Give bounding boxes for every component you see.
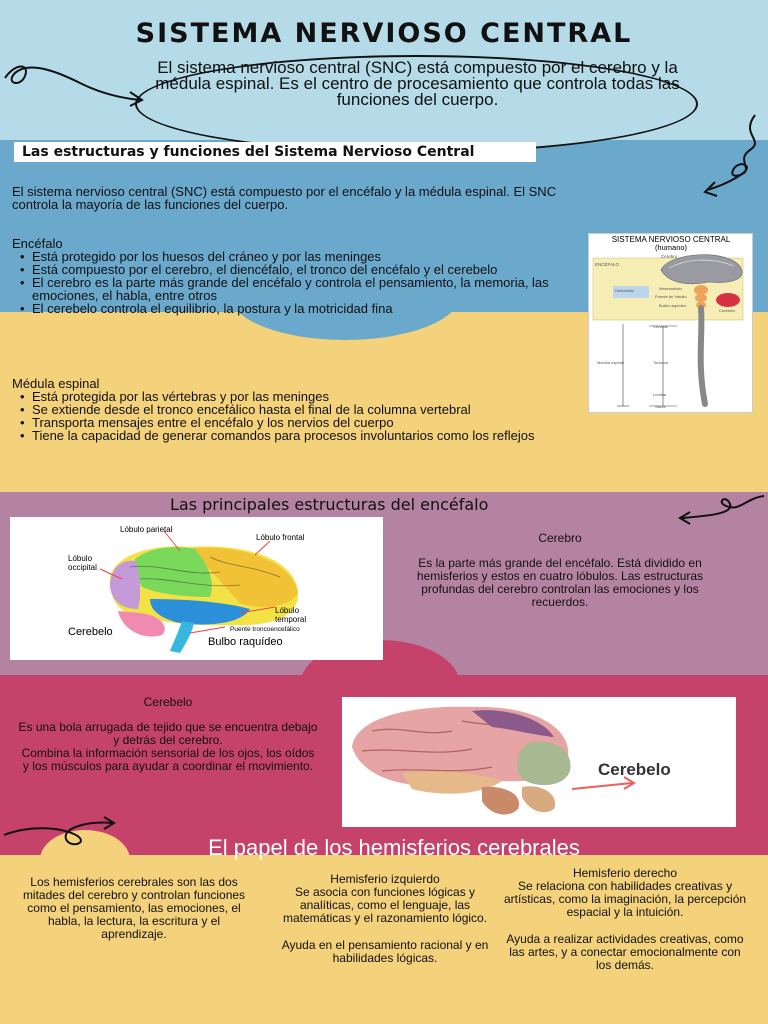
list-item: • El cerebro es la parte más grande del encéfalo y controla el pensamiento, la memoria, las emociones, el habla, entre otros [12, 276, 577, 302]
label-cerebelo-brain: Cerebelo [68, 626, 113, 638]
cerebro-text: Es la parte más grande del encéfalo. Está dividido en hemisferios y estos en cuatro lóbulos. Las estructuras profundas del cerebro controlan las emociones y los recuerdos. [416, 556, 704, 609]
snc-diagram-title: SISTEMA NERVIOSO CENTRAL [611, 235, 731, 244]
spiral-arrow-icon [695, 110, 767, 200]
right-hemisphere-label: Hemisferio derecho [572, 866, 678, 880]
encefalo-list [12, 250, 577, 315]
label-cerebelo: Cerebelo [719, 308, 736, 313]
page-title: SISTEMA NERVIOSO CENTRAL [135, 18, 633, 49]
label-medula: Médula espinal [597, 360, 624, 365]
encefalo-block [12, 237, 577, 315]
snc-diagram-subtitle: (humano) [654, 243, 688, 252]
label-puente: Puente de Varolio [655, 294, 687, 299]
cerebro-label: Cerebro [538, 531, 582, 545]
label-bulbo-brain: Bulbo raquídeo [208, 636, 283, 648]
label-mesencefalo: Mesencéfalo [659, 286, 682, 291]
hemispheres-heading: El papel de los hemisferios cerebrales [208, 835, 580, 860]
label-lumbar: Lumbar [653, 392, 667, 397]
encefalo-label: Encéfalo [12, 236, 63, 251]
medula-list [12, 390, 577, 442]
snc-illustration [589, 234, 754, 414]
right-hemisphere-text-1: Se relaciona con habilidades creativas y artísticas, como la imaginación, la percepción espacial y la intuición. [503, 879, 747, 919]
encefalo-heading: Las principales estructuras del encéfalo [170, 495, 489, 514]
cerebelo-label: Cerebelo [143, 695, 193, 709]
label-sacra: Sacra [655, 404, 666, 409]
curl-arrow-icon [676, 492, 766, 526]
list-item: • Está protegido por los huesos del cráneo y por las meninges [12, 250, 577, 263]
left-hemisphere-block [270, 873, 500, 965]
label-parietal: Lóbulo parietal [120, 525, 173, 534]
list-item: • Tiene la capacidad de generar comandos para procesos involuntarios como los reflejos [12, 429, 577, 442]
snc-diagram [588, 233, 753, 413]
squiggle-arrow-icon [0, 58, 150, 118]
label-occipital-2: occipital [68, 563, 97, 572]
medula-block [12, 377, 577, 442]
cerebelo-illustration [342, 697, 736, 827]
list-item: • Está protegida por las vértebras y por las meninges [12, 390, 577, 403]
cerebelo-image-label: Cerebelo [598, 760, 671, 779]
label-bulbo: Bulbo raquídeo [659, 303, 687, 308]
label-temporal-2: temporal [275, 615, 307, 624]
hemispheres-intro: Los hemisferios cerebrales son las dos mitades del cerebro y controlan funciones como el pensamiento, las emociones, el habla, la lectura, la escritura y el aprendizaje. [22, 875, 246, 941]
right-hemisphere-block [500, 867, 750, 972]
list-item: • El cerebelo controla el equilibrio, la postura y la motricidad fina [12, 302, 577, 315]
left-hemisphere-text-2: Ayuda en el pensamiento racional y en habilidades lógicas. [281, 938, 489, 965]
cerebelo-image [342, 697, 736, 827]
structures-intro: El sistema nervioso central (SNC) está compuesto por el encéfalo y la médula espinal. El SNC controla la mayoría de las funciones del cuerpo. [12, 184, 557, 212]
label-occipital-1: Lóbulo [68, 554, 93, 563]
left-hemisphere-label: Hemisferio izquierdo [330, 872, 440, 886]
label-puente-tronco: Puente troncoencefálico [230, 626, 300, 633]
label-frontal: Lóbulo frontal [256, 533, 305, 542]
cerebelo-text-2: Combina la información sensorial de los ojos, los oídos y los músculos para ayudar a coordinar el movimiento. [21, 746, 315, 773]
list-item: • Transporta mensajes entre el encéfalo y los nervios del cuerpo [12, 416, 577, 429]
list-item: • Está compuesto por el cerebro, el diencéfalo, el tronco del encéfalo y el cerebelo [12, 263, 577, 276]
right-hemisphere-text-2: Ayuda a realizar actividades creativas, como las artes, y a conectar emocionalmente con los demás. [506, 932, 744, 972]
label-diencefalo: Diencéfalo [615, 288, 634, 293]
left-hemisphere-text-1: Se asocia con funciones lógicas y analíticas, como el lenguaje, las matemáticas y el razonamiento lógico. [282, 885, 488, 925]
cerebelo-block [18, 696, 318, 773]
section-heading-structures: Las estructuras y funciones del Sistema Nervioso Central [14, 142, 536, 162]
cerebro-block [395, 532, 725, 609]
cerebelo-text-1: Es una bola arrugada de tejido que se encuentra debajo y detrás del cerebro. [18, 720, 318, 747]
label-cervical: Cervical [653, 324, 668, 329]
brain-lobes-illustration [10, 517, 383, 660]
label-toracica: Torácica [653, 360, 668, 365]
list-item: • Se extiende desde el tronco encefálico hasta el final de la columna vertebral [12, 403, 577, 416]
brain-lobes-image [10, 517, 383, 660]
intro-text: El sistema nervioso central (SNC) está compuesto por el cerebro y la médula espinal. Es el centro de procesamiento que controla todas las funciones del cuerpo. [155, 58, 680, 109]
label-encefalo: ENCÉFALO [595, 262, 620, 267]
label-cerebro: Cerebro [661, 254, 678, 259]
medula-label: Médula espinal [12, 376, 100, 391]
label-temporal-1: Lóbulo [275, 606, 300, 615]
